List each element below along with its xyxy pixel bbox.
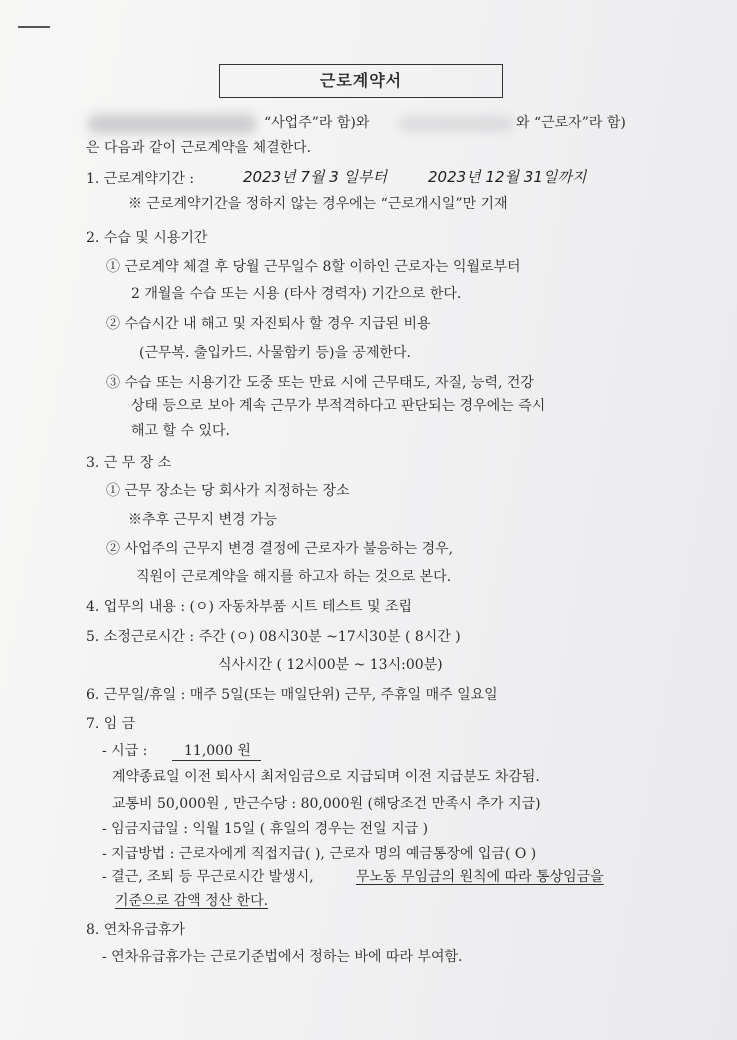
page-title: 근로계약서 [219, 64, 503, 98]
s7-line-2: 계약종료일 이전 퇴사시 최저임금으로 지급되며 이전 지급분도 차감됨. [112, 769, 540, 785]
s2-item2-a: ② 수습시간 내 해고 및 자진퇴사 할 경우 지급된 비용 [106, 316, 431, 332]
s7-wage-value: 11,000 원 [172, 742, 261, 761]
s2-heading: 2. 수습 및 시용기간 [86, 230, 208, 246]
intro-worker-suffix: 와 “근로자”라 함) [516, 115, 626, 131]
scan-mark [18, 26, 50, 28]
s7-deduct-a: - 결근, 조퇴 등 무근로시간 발생시, [102, 869, 314, 885]
s2-item1-b: 2 개월을 수습 또는 시용 (타사 경력자) 기간으로 한다. [131, 286, 462, 302]
s3-item1: ① 근무 장소는 당 회사가 지정하는 장소 [106, 483, 350, 499]
s6-line: 6. 근무일/휴일 : 매주 5일(또는 매일단위) 근무, 주휴일 매주 일요일 [86, 687, 498, 703]
intro-employer-suffix: “사업주”라 함)와 [264, 115, 370, 131]
s3-note: ※추후 근무지 변경 가능 [128, 512, 278, 528]
s7-deduct-b: 무노동 무임금의 원칙에 따라 통상임금을 [356, 869, 604, 885]
s2-item3-a: ③ 수습 또는 시용기간 도중 또는 만료 시에 근무태도, 자질, 능력, 건강 [106, 375, 534, 391]
s3-item2-b: 직원이 근로계약을 해지를 하고자 하는 것으로 본다. [136, 569, 452, 585]
s1-start-date: 2023년 7월 3 일부터 [243, 168, 388, 186]
s7-wage-label: - 시급 : [102, 743, 148, 759]
s4-line: 4. 업무의 내용 : (ㅇ) 자동차부품 시트 테스트 및 조립 [86, 599, 413, 615]
s2-item2-b: (근무복. 출입카드. 사물함키 등)을 공제한다. [139, 345, 411, 361]
s2-item3-b: 상태 등으로 보아 계속 근무가 부적격하다고 판단되는 경우에는 즉시 [131, 398, 546, 414]
s1-note: ※ 근로계약기간을 정하지 않는 경우에는 “근로개시일”만 기재 [128, 196, 508, 212]
s2-item3-c: 해고 할 수 있다. [131, 423, 230, 439]
s2-item1-a: ① 근로계약 체결 후 당월 근무일수 8할 이하인 근로자는 익월로부터 [106, 259, 521, 275]
s7-deduct-c: 기준으로 감액 정산 한다. [115, 893, 269, 909]
s7-line-3: 교통비 50,000원 , 만근수당 : 80,000원 (해당조건 만족시 추가 지급) [112, 796, 541, 812]
s5-line-2: 식사시간 ( 12시00분 ~ 13시:00분) [218, 657, 443, 673]
s5-line-1: 5. 소정근로시간 : 주간 (ㅇ) 08시30분 ~17시30분 ( 8시간 ) [86, 629, 461, 645]
s1-end-date: 2023년 12월 31일까지 [428, 168, 587, 186]
s7-heading: 7. 임 금 [86, 716, 136, 732]
s8-line: - 연차유급휴가는 근로기준법에서 정하는 바에 따라 부여함. [102, 949, 463, 965]
s3-heading: 3. 근 무 장 소 [86, 455, 172, 471]
s7-method: - 지급방법 : 근로자에게 직접지급( ), 근로자 명의 예금통장에 입금( O ) [102, 846, 537, 862]
s7-payday: - 임금지급일 : 익월 15일 ( 휴일의 경우는 전일 지급 ) [102, 821, 429, 837]
s3-item2-a: ② 사업주의 근무지 변경 결정에 근로자가 불응하는 경우, [106, 541, 454, 557]
redacted-employer-name [88, 114, 256, 134]
s8-heading: 8. 연차유급휴가 [86, 922, 185, 938]
intro-line-2: 은 다음과 같이 근로계약을 체결한다. [86, 140, 312, 156]
s1-label: 1. 근로계약기간 : [86, 171, 195, 187]
redacted-worker-name [398, 116, 514, 132]
